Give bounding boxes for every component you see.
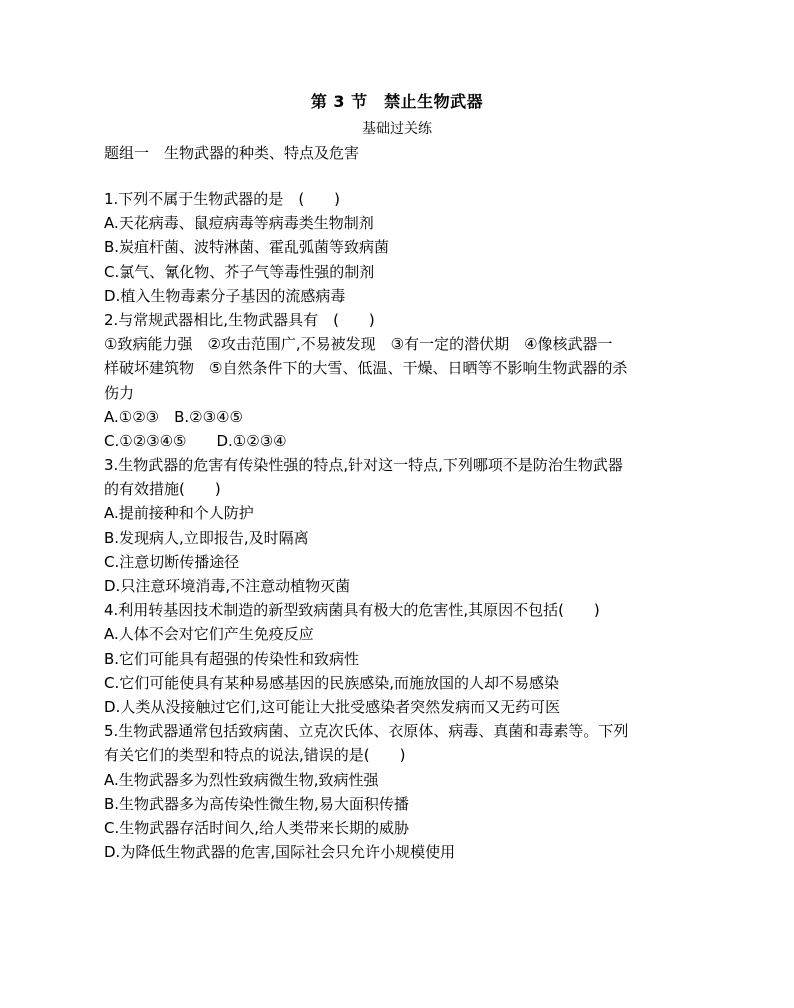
exercise-subtitle: 基础过关练 <box>362 121 432 137</box>
question-5-option-c: C.生物武器存活时间久,给人类带来长期的威胁 <box>104 818 410 837</box>
question-5-stem-line-1: 5.生物武器通常包括致病菌、立克次氏体、衣原体、病毒、真菌和毒素等。下列 <box>104 722 629 741</box>
question-1-option-c: C.氯气、氰化物、芥子气等毒性强的制剂 <box>104 262 375 281</box>
section-title: 第 3 节 禁止生物武器 <box>310 92 484 111</box>
question-2-statements-line-1: ①致病能力强 ②攻击范围广,不易被发现 ③有一定的潜伏期 ④像核武器一 <box>104 335 613 354</box>
question-4-stem: 4.利用转基因技术制造的新型致病菌具有极大的危害性,其原因不包括( ) <box>104 601 600 620</box>
question-2-statements-line-2: 样破坏建筑物 ⑤自然条件下的大雪、低温、干燥、日晒等不影响生物武器的杀 <box>104 359 628 378</box>
question-5-option-b: B.生物武器多为高传染性微生物,易大面积传播 <box>104 794 409 813</box>
question-1-option-b: B.炭疽杆菌、波特淋菌、霍乱弧菌等致病菌 <box>104 238 390 257</box>
question-4-option-b: B.它们可能具有超强的传染性和致病性 <box>104 649 360 668</box>
question-1-option-d: D.植入生物毒素分子基因的流感病毒 <box>104 286 346 305</box>
question-2-options-ab: A.①②③ B.②③④⑤ <box>104 407 243 426</box>
question-3-option-d: D.只注意环境消毒,不注意动植物灭菌 <box>104 577 351 595</box>
question-5-option-a: A.生物武器多为烈性致病微生物,致病性强 <box>104 770 379 789</box>
question-1-stem: 1.下列不属于生物武器的是 ( ) <box>104 190 341 208</box>
question-1-option-a: A.天花病毒、鼠痘病毒等病毒类生物制剂 <box>104 214 374 233</box>
question-list <box>104 187 694 864</box>
question-3-option-a: A.提前接种和个人防护 <box>104 504 254 523</box>
question-3-option-c: C.注意切断传播途径 <box>104 552 240 571</box>
question-2-options-cd: C.①②③④⑤ D.①②③④ <box>104 431 287 450</box>
question-3-stem-line-2: 的有效措施( ) <box>104 480 221 499</box>
question-3-stem-line-1: 3.生物武器的危害有传染性强的特点,针对这一特点,下列哪项不是防治生物武器 <box>104 456 623 475</box>
question-5-option-d: D.为降低生物武器的危害,国际社会只允许小规模使用 <box>104 843 456 862</box>
question-2-stem: 2.与常规武器相比,生物武器具有 ( ) <box>104 310 375 329</box>
question-4-option-c: C.它们可能使具有某种易感基因的民族感染,而施放国的人却不易感染 <box>104 673 560 692</box>
question-2-statements-line-3: 伤力 <box>104 383 135 402</box>
question-5-stem-line-2: 有关它们的类型和特点的说法,错误的是( ) <box>104 746 406 765</box>
question-3-option-b: B.发现病人,立即报告,及时隔离 <box>104 528 309 547</box>
question-group-heading: 题组一 生物武器的种类、特点及危害 <box>104 144 360 162</box>
question-4-option-d: D.人类从没接触过它们,这可能让大批受感染者突然发病而又无药可医 <box>104 697 561 716</box>
question-4-option-a: A.人体不会对它们产生免疫反应 <box>104 625 314 644</box>
